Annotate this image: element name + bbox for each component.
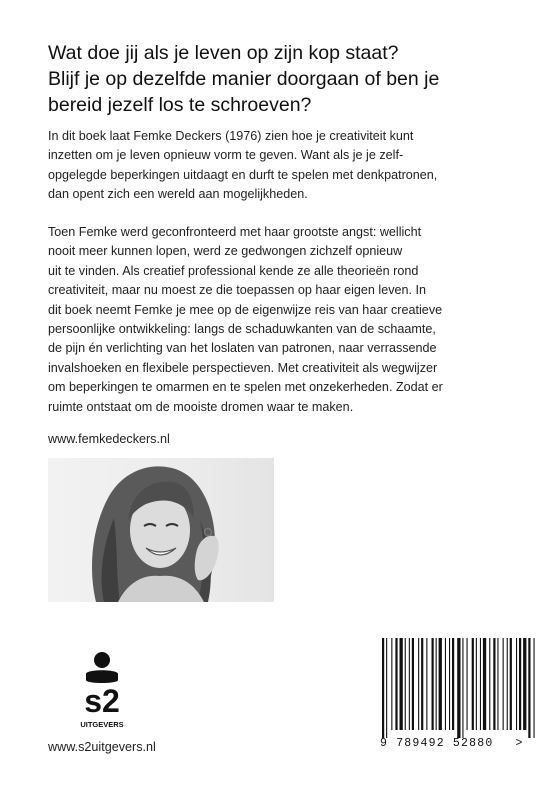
headline-line: Blijf je op dezelfde manier doorgaan of ben je	[48, 68, 440, 90]
barcode-bar	[391, 638, 392, 730]
story-paragraph	[48, 223, 518, 417]
intro-paragraph	[48, 127, 518, 205]
barcode-number	[380, 737, 550, 750]
barcode-bar	[467, 638, 468, 730]
author-photo	[48, 458, 274, 602]
barcode-bar	[432, 638, 434, 730]
author-website-link[interactable]: www.femkedeckers.nl	[48, 432, 170, 446]
barcode-bars	[376, 638, 557, 738]
paragraph-line: nooit meer kunnen lopen, werd ze gedwongen zichzelf opnieuw	[48, 244, 403, 259]
barcode-arrow: >	[515, 737, 524, 750]
publisher-logo	[78, 650, 126, 730]
barcode-bar	[382, 638, 384, 738]
barcode-bar	[445, 638, 446, 730]
barcode-bar	[480, 638, 481, 730]
barcode-bar	[405, 638, 406, 730]
paragraph-line: uit te vinden. Als creatief professional kende ze alle theorieën rond	[48, 263, 419, 278]
paragraph-line: creativiteit, maar nu moest ze die toepassen op haar eigen leven. In	[48, 283, 427, 298]
paragraph-line: de pijn én verlichting van het loslaten van patronen, naar verrassende	[48, 341, 437, 356]
barcode-bar	[439, 638, 442, 730]
barcode-bar	[421, 638, 423, 730]
barcode-bar	[472, 638, 474, 730]
barcode-digits-text: 9 789492 52880	[380, 737, 494, 750]
paragraph-line: persoonlijke ontwikkeling: langs de schaduwkanten van de schaamte,	[48, 322, 436, 337]
barcode-bar	[503, 638, 504, 730]
barcode-bar	[452, 638, 454, 730]
barcode-bar	[493, 638, 495, 730]
author-portrait-illustration	[48, 458, 274, 602]
barcode-bar	[457, 638, 460, 738]
barcode-bar	[409, 638, 410, 730]
barcode-bar	[426, 638, 427, 730]
barcode-bar	[489, 638, 490, 730]
barcode-bar	[507, 638, 508, 730]
barcode-bar	[412, 638, 414, 730]
paragraph-line: opgelegde beperkingen uitdaagt en durft te spelen met denkpatronen,	[48, 167, 438, 182]
logo-caption: UITGEVERS	[80, 720, 124, 729]
barcode-bar	[519, 638, 521, 730]
logo-wordmark: s2	[84, 683, 120, 719]
headline-line: Wat doe jij als je leven op zijn kop staat?	[48, 42, 399, 64]
barcode-bar	[528, 638, 530, 738]
s2-logo-icon	[78, 650, 126, 730]
barcode-bar	[476, 638, 477, 730]
barcode-bar	[400, 638, 403, 730]
barcode-bar	[436, 638, 437, 730]
barcode-bar	[386, 638, 387, 738]
barcode-bar	[523, 638, 526, 730]
barcode-bar	[449, 638, 450, 730]
paragraph-line: invalshoeken en flexibele perspectieven. Met creativiteit als wegwijzer	[48, 360, 438, 375]
paragraph-line: Toen Femke werd geconfronteerd met haar grootste angst: wellicht	[48, 225, 422, 239]
paragraph-line: dit boek neemt Femke je mee op de eigenwijze reis van haar creatieve	[48, 302, 443, 317]
publisher-website-link[interactable]: www.s2uitgevers.nl	[48, 740, 156, 754]
barcode-bar	[516, 638, 517, 730]
barcode-bar	[395, 638, 397, 730]
paragraph-line: dan opent zich een wereld aan mogelijkheden.	[48, 187, 308, 202]
barcode-bar	[510, 638, 512, 730]
barcode-bar	[418, 638, 419, 730]
paragraph-line: om beperkingen te omarmen en te spelen met onzekerheden. Zodat er	[48, 380, 443, 395]
barcode-bar	[483, 638, 486, 730]
paragraph-line: inzetten om je leven opnieuw vorm te geven. Want als je je zelf-	[48, 148, 404, 163]
barcode-bar	[462, 638, 463, 738]
paragraph-line: In dit boek laat Femke Deckers (1976) zien hoe je creativiteit kunt	[48, 129, 414, 143]
paragraph-line: ruimte ontstaat om de mooiste dromen waar te maken.	[48, 399, 354, 414]
headline	[48, 40, 528, 118]
headline-line: bereid jezelf los te schroeven?	[48, 94, 312, 116]
barcode-bar	[497, 638, 498, 730]
barcode-bar	[534, 638, 535, 738]
